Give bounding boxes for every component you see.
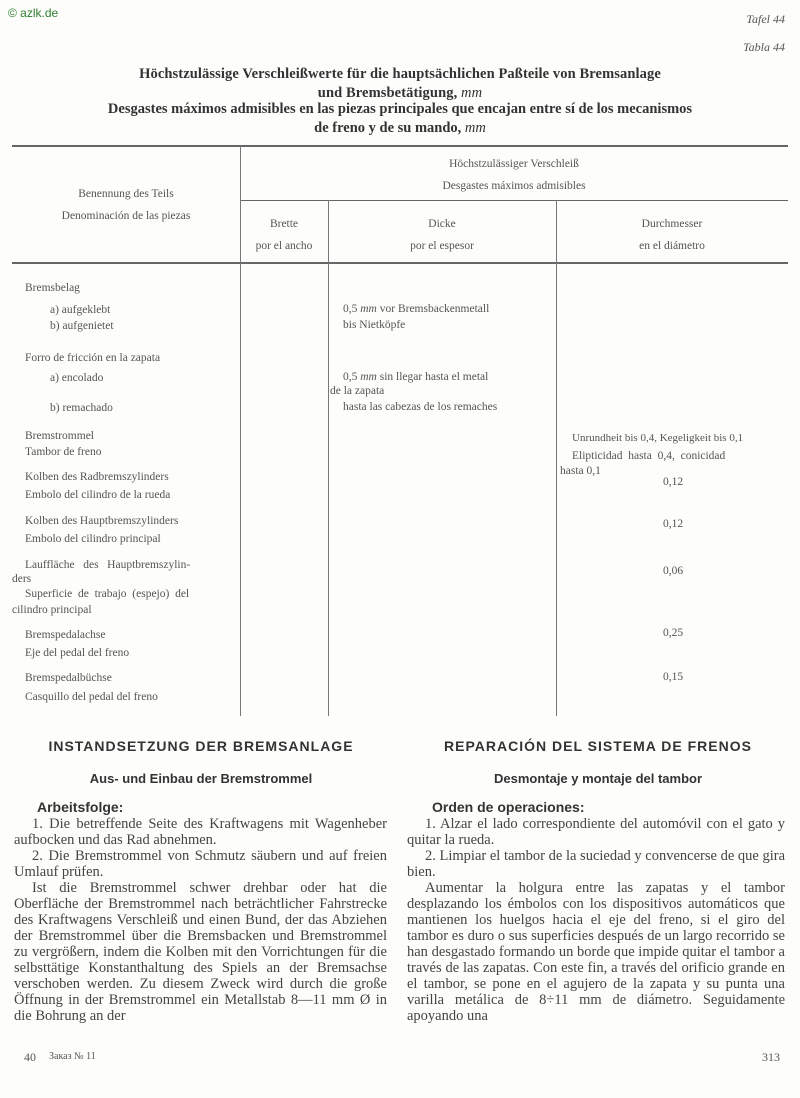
header-thickness: [328, 213, 556, 257]
diameter-value: 0,15: [662, 671, 684, 683]
title-es-line2: [0, 119, 800, 138]
table-row: Embolo del cilindro principal: [25, 533, 161, 545]
diameter-value: 0,12: [662, 476, 684, 488]
steps-heading-es: Orden de operaciones:: [432, 799, 585, 815]
table-row: Embolo del cilindro de la rueda: [25, 489, 171, 501]
header-diameter: [556, 213, 788, 257]
paragraph: Ist die Bremstrommel schwer drehbar oder hat die Oberfläche der Bremstrommel nach beträchtlicher Fahrstrecke des Kraftwagens Verschleiß und einen Bund, der das Abziehen der Bremstrommel über die Bremsbacken und Bremstrommel zu vergrößern, indem die Kolben mit den Vorrichtungen für die selbsttätige Konstanthaltung des Spiels an der Bremsachse verschoben werden. Zu diesem Zweck wird durch die große Öffnung in der Bremstrommel ein Metallstab 8—11 mm Ø in die Bohrung an der: [14, 880, 387, 1024]
thickness-value: hasta las cabezas de los remaches: [343, 401, 498, 413]
table-subheader-border: [240, 200, 788, 201]
header-width: [240, 213, 328, 257]
table-row: a) encolado: [50, 372, 104, 384]
paragraph: 2. Die Bremstrommel von Schmutz säubern und auf freien Umlauf prüfen.: [14, 848, 387, 880]
header-diameter-es: en el diámetro: [639, 240, 705, 252]
table-row: Tambor de freno: [25, 446, 102, 458]
diameter-value: 0,12: [662, 518, 684, 530]
table-header-bottom-border: [12, 262, 788, 264]
table-col-divider: [328, 200, 329, 716]
diameter-value: Elipticidad hasta 0,4, conicidad: [572, 450, 726, 462]
paragraph: 2. Limpiar el tambor de la suciedad y convencerse de que gira bien.: [407, 848, 785, 880]
table-row: a) aufgeklebt: [50, 304, 111, 316]
header-max-wear-es: Desgastes máximos admisibles: [442, 180, 586, 192]
header-width-es: por el ancho: [255, 240, 313, 252]
table-row: Bremstrommel: [25, 430, 94, 442]
table-row: Forro de fricción en la zapata: [25, 352, 161, 364]
subsection-title-de: Aus- und Einbau der Bremstrommel: [89, 771, 313, 786]
unit: mm: [360, 303, 377, 315]
table-row: Kolben des Hauptbremszylinders: [25, 515, 179, 527]
body-text-es: [407, 816, 785, 1024]
title-de-line2-text: und Bremsbetätigung,: [317, 85, 458, 101]
paragraph: 1. Alzar el lado correspondiente del automóvil con el gato y quitar la rueda.: [407, 816, 785, 848]
steps-heading-de: Arbeitsfolge:: [37, 799, 124, 815]
header-max-wear-de: Höchstzulässiger Verschleiß: [449, 158, 579, 170]
header-part-name-de: Benennung des Teils: [78, 188, 174, 200]
header-width-de: Brette: [269, 218, 299, 230]
table-row: b) aufgenietet: [50, 320, 114, 332]
table-row: Lauffläche des Hauptbremszylin-: [25, 559, 191, 571]
table-top-border: [12, 145, 788, 147]
section-title-de: INSTANDSETZUNG DER BREMSANLAGE: [48, 738, 354, 754]
page-number-left: 40: [24, 1050, 36, 1064]
thickness-number: 0,5: [343, 303, 358, 315]
table-row: Bremspedalachse: [25, 629, 106, 641]
table-row: Casquillo del pedal del freno: [25, 691, 158, 703]
header-thickness-es: por el espesor: [410, 240, 474, 252]
body-text-de: [14, 816, 387, 1024]
page-number-right: 313: [762, 1050, 780, 1064]
table-row: Superficie de trabajo (espejo) del: [25, 588, 190, 600]
title-es-line2-text: de freno y de su mando,: [314, 120, 462, 136]
thickness-value: bis Nietköpfe: [343, 319, 406, 331]
paragraph: 1. Die betreffende Seite des Kraftwagens mit Wagenheber aufbocken und das Rad abnehmen.: [14, 816, 387, 848]
diameter-value: 0,25: [662, 627, 684, 639]
unit: mm: [461, 85, 483, 101]
diameter-value: Unrundheit bis 0,4, Kegeligkeit bis 0,1: [572, 432, 744, 444]
header-diameter-de: Durchmesser: [641, 218, 703, 230]
table-label-es: Tabla 44: [743, 40, 785, 54]
header-part-name: [12, 183, 240, 227]
header-thickness-de: Dicke: [428, 218, 456, 230]
table-row: Bremsbelag: [25, 282, 80, 294]
print-order-number: Заказ № 11: [49, 1051, 96, 1062]
header-part-name-es: Denominación de las piezas: [61, 210, 191, 222]
table-row: b) remachado: [50, 402, 113, 414]
header-max-wear: [240, 153, 788, 197]
table-row-cont: ders: [12, 573, 32, 585]
table-title-de: [0, 65, 800, 103]
unit: mm: [464, 120, 486, 136]
table-label-de: Tafel 44: [746, 12, 785, 26]
table-row: Kolben des Radbremszylinders: [25, 471, 169, 483]
unit: mm: [360, 371, 377, 383]
table-col-divider: [556, 200, 557, 716]
title-de-line1: Höchstzulässige Verschleißwerte für die hauptsächlichen Paßteile von Bremsanlage: [139, 66, 661, 82]
thickness-text: sin llegar hasta el metal: [379, 371, 489, 383]
table-title-es: [0, 100, 800, 138]
diameter-value-cont: hasta 0,1: [560, 465, 601, 477]
title-es-line1: Desgastes máximos admisibles en las piezas principales que encajan entre sí de los mecanismos: [107, 101, 693, 117]
section-title-es: REPARACIÓN DEL SISTEMA DE FRENOS: [444, 738, 752, 754]
watermark: © azlk.de: [8, 6, 59, 20]
table-row-cont: cilindro principal: [12, 604, 92, 616]
subsection-title-es: Desmontaje y montaje del tambor: [493, 771, 703, 786]
table-row: Bremspedalbüchse: [25, 672, 112, 684]
paragraph: Aumentar la holgura entre las zapatas y el tambor desplazando los émbolos con los dispositivos automáticos que mantienen los huelgos hacia el eje del freno, si el giro del tambor es duro o sus superficies después de un largo recorrido se han desgastado formando un borde que impide quitar el tambor a través de las zapatas. Con este fin, a través del orificio grande en el tambor, se pone en el agujero de la zapata y su punta una varilla metálica de 8÷11 mm de diámetro. Seguidamente apoyando una: [407, 880, 785, 1024]
table-row: Eje del pedal del freno: [25, 647, 130, 659]
thickness-text: vor Bremsbackenmetall: [379, 303, 490, 315]
thickness-value-cont: de la zapata: [330, 385, 385, 397]
diameter-value: 0,06: [662, 565, 684, 577]
thickness-number: 0,5: [343, 371, 358, 383]
